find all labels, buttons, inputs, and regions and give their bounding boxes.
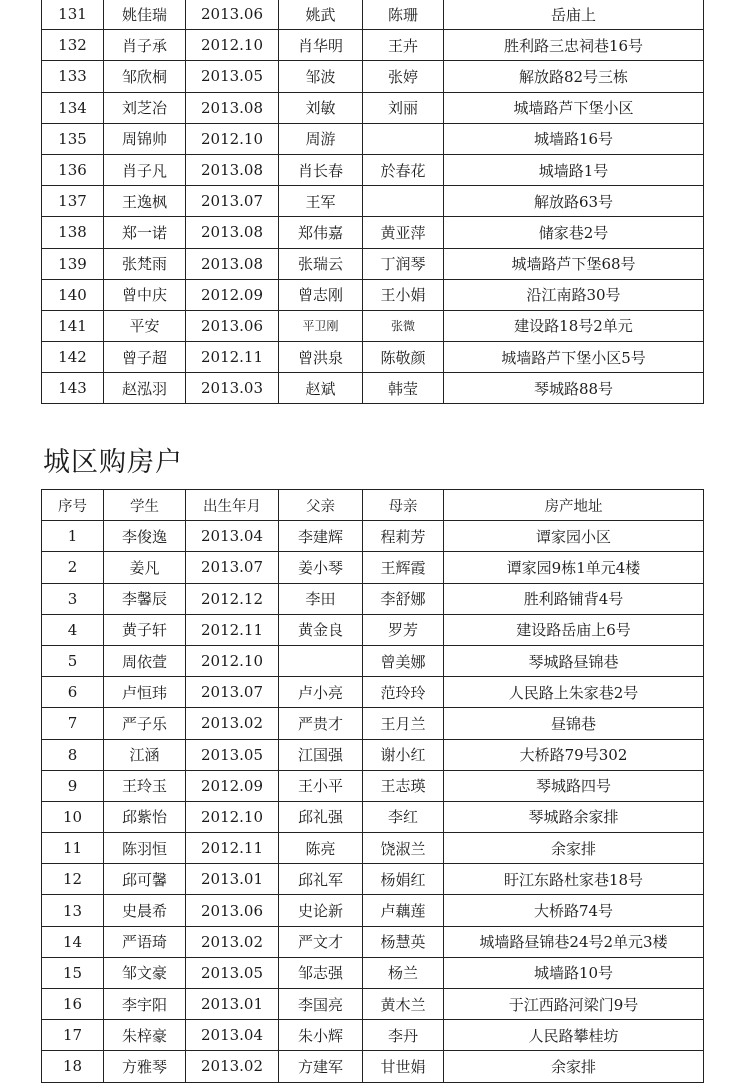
cell-address: 琴城路余家排 <box>444 801 704 832</box>
cell-address: 谭家园9栋1单元4楼 <box>444 552 704 583</box>
cell-birth: 2013.03 <box>186 373 279 404</box>
table-row <box>42 864 704 895</box>
cell-address: 解放路82号三栋 <box>444 61 704 92</box>
table-row <box>42 279 704 310</box>
cell-birth: 2013.04 <box>186 521 279 552</box>
cell-no: 137 <box>42 186 104 217</box>
table-row <box>42 833 704 864</box>
cell-student: 肖子凡 <box>104 154 186 185</box>
cell-address: 人民路上朱家巷2号 <box>444 677 704 708</box>
cell-birth: 2013.08 <box>186 248 279 279</box>
cell-birth: 2013.02 <box>186 708 279 739</box>
cell-father: 赵斌 <box>279 373 363 404</box>
cell-no: 17 <box>42 1020 104 1051</box>
header-student: 学生 <box>104 490 186 521</box>
table-row <box>42 310 704 341</box>
cell-birth: 2013.04 <box>186 1020 279 1051</box>
cell-birth: 2013.07 <box>186 552 279 583</box>
cell-address: 城墙路1号 <box>444 154 704 185</box>
cell-father: 张瑞云 <box>279 248 363 279</box>
student-table-continued <box>41 0 704 404</box>
cell-address: 沿江南路30号 <box>444 279 704 310</box>
cell-father: 肖长春 <box>279 154 363 185</box>
cell-address: 琴城路88号 <box>444 373 704 404</box>
cell-mother: 饶淑兰 <box>363 833 444 864</box>
cell-father: 卢小亮 <box>279 677 363 708</box>
cell-mother: 黄木兰 <box>363 989 444 1020</box>
cell-mother: 杨娟红 <box>363 864 444 895</box>
cell-father: 方建军 <box>279 1051 363 1082</box>
cell-no: 135 <box>42 123 104 154</box>
cell-father: 邱礼强 <box>279 801 363 832</box>
cell-no: 133 <box>42 61 104 92</box>
cell-no: 139 <box>42 248 104 279</box>
cell-birth: 2013.08 <box>186 92 279 123</box>
cell-no: 15 <box>42 957 104 988</box>
cell-mother: 王月兰 <box>363 708 444 739</box>
cell-student: 姚佳瑞 <box>104 0 186 30</box>
cell-birth: 2013.02 <box>186 926 279 957</box>
cell-mother: 杨兰 <box>363 957 444 988</box>
cell-father: 李国亮 <box>279 989 363 1020</box>
cell-address: 解放路63号 <box>444 186 704 217</box>
cell-student: 赵泓羽 <box>104 373 186 404</box>
table-header-row <box>42 490 704 521</box>
cell-no: 6 <box>42 677 104 708</box>
cell-father: 姜小琴 <box>279 552 363 583</box>
table-row <box>42 0 704 30</box>
table-row <box>42 154 704 185</box>
cell-father: 平卫刚 <box>279 310 363 341</box>
cell-address: 大桥路74号 <box>444 895 704 926</box>
table-row <box>42 186 704 217</box>
cell-no: 9 <box>42 770 104 801</box>
cell-birth: 2013.05 <box>186 957 279 988</box>
cell-address: 城墙路芦下堡68号 <box>444 248 704 279</box>
cell-student: 邱可馨 <box>104 864 186 895</box>
cell-student: 史晨希 <box>104 895 186 926</box>
cell-address: 余家排 <box>444 833 704 864</box>
cell-father: 曾洪泉 <box>279 342 363 373</box>
cell-father: 王小平 <box>279 770 363 801</box>
cell-birth: 2012.11 <box>186 614 279 645</box>
cell-student: 李俊逸 <box>104 521 186 552</box>
table-row <box>42 989 704 1020</box>
cell-address: 岳庙上 <box>444 0 704 30</box>
cell-student: 刘芝冶 <box>104 92 186 123</box>
header-birth: 出生年月 <box>186 490 279 521</box>
cell-student: 肖子承 <box>104 30 186 61</box>
cell-no: 18 <box>42 1051 104 1082</box>
table-row <box>42 373 704 404</box>
table-row <box>42 123 704 154</box>
cell-birth: 2012.11 <box>186 342 279 373</box>
cell-student: 严子乐 <box>104 708 186 739</box>
cell-student: 姜凡 <box>104 552 186 583</box>
cell-student: 朱梓豪 <box>104 1020 186 1051</box>
table-row <box>42 61 704 92</box>
header-father: 父亲 <box>279 490 363 521</box>
cell-mother: 张婷 <box>363 61 444 92</box>
cell-birth: 2012.10 <box>186 123 279 154</box>
cell-no: 8 <box>42 739 104 770</box>
cell-father: 李田 <box>279 583 363 614</box>
cell-father: 周游 <box>279 123 363 154</box>
cell-father: 邹波 <box>279 61 363 92</box>
table-row <box>42 677 704 708</box>
cell-mother: 韩莹 <box>363 373 444 404</box>
cell-father: 李建辉 <box>279 521 363 552</box>
cell-father: 刘敏 <box>279 92 363 123</box>
cell-father <box>279 645 363 676</box>
cell-no: 4 <box>42 614 104 645</box>
cell-father: 严文才 <box>279 926 363 957</box>
table-row <box>42 708 704 739</box>
cell-mother: 陈珊 <box>363 0 444 30</box>
cell-no: 13 <box>42 895 104 926</box>
cell-no: 131 <box>42 0 104 30</box>
cell-no: 143 <box>42 373 104 404</box>
cell-no: 132 <box>42 30 104 61</box>
cell-address: 建设路岳庙上6号 <box>444 614 704 645</box>
cell-birth: 2012.10 <box>186 801 279 832</box>
cell-student: 黄子轩 <box>104 614 186 645</box>
header-address: 房产地址 <box>444 490 704 521</box>
cell-student: 曾中庆 <box>104 279 186 310</box>
cell-birth: 2013.06 <box>186 895 279 926</box>
cell-no: 140 <box>42 279 104 310</box>
cell-birth: 2013.08 <box>186 154 279 185</box>
table-row <box>42 1051 704 1082</box>
cell-address: 储家巷2号 <box>444 217 704 248</box>
cell-mother: 李红 <box>363 801 444 832</box>
table-row <box>42 248 704 279</box>
table-row <box>42 552 704 583</box>
cell-no: 136 <box>42 154 104 185</box>
cell-birth: 2013.05 <box>186 61 279 92</box>
cell-mother: 黄亚萍 <box>363 217 444 248</box>
cell-address: 于江西路河梁门9号 <box>444 989 704 1020</box>
cell-father: 邱礼军 <box>279 864 363 895</box>
cell-father: 王军 <box>279 186 363 217</box>
table-row <box>42 957 704 988</box>
cell-address: 城墙路芦下堡小区 <box>444 92 704 123</box>
cell-no: 11 <box>42 833 104 864</box>
cell-no: 10 <box>42 801 104 832</box>
cell-address: 胜利路铺背4号 <box>444 583 704 614</box>
cell-student: 郑一诺 <box>104 217 186 248</box>
cell-father: 邹志强 <box>279 957 363 988</box>
cell-father: 肖华明 <box>279 30 363 61</box>
cell-no: 142 <box>42 342 104 373</box>
table-row <box>42 926 704 957</box>
cell-student: 卢恒玮 <box>104 677 186 708</box>
cell-birth: 2013.02 <box>186 1051 279 1082</box>
table-row <box>42 342 704 373</box>
cell-student: 曾子超 <box>104 342 186 373</box>
cell-mother: 张微 <box>363 310 444 341</box>
cell-student: 王逸枫 <box>104 186 186 217</box>
cell-father: 史论新 <box>279 895 363 926</box>
cell-address: 大桥路79号302 <box>444 739 704 770</box>
cell-father: 黄金良 <box>279 614 363 645</box>
cell-student: 邱紫怡 <box>104 801 186 832</box>
cell-address: 琴城路四号 <box>444 770 704 801</box>
cell-no: 2 <box>42 552 104 583</box>
cell-father: 郑伟嘉 <box>279 217 363 248</box>
cell-student: 平安 <box>104 310 186 341</box>
cell-no: 141 <box>42 310 104 341</box>
cell-address: 城墙路10号 <box>444 957 704 988</box>
cell-birth: 2013.06 <box>186 310 279 341</box>
cell-address: 盱江东路杜家巷18号 <box>444 864 704 895</box>
cell-student: 李馨辰 <box>104 583 186 614</box>
cell-mother: 於春花 <box>363 154 444 185</box>
cell-mother: 刘丽 <box>363 92 444 123</box>
cell-mother: 程莉芳 <box>363 521 444 552</box>
cell-father: 江国强 <box>279 739 363 770</box>
cell-student: 王玲玉 <box>104 770 186 801</box>
cell-mother <box>363 186 444 217</box>
cell-mother: 谢小红 <box>363 739 444 770</box>
cell-mother: 曾美娜 <box>363 645 444 676</box>
table-row <box>42 895 704 926</box>
cell-birth: 2013.07 <box>186 677 279 708</box>
cell-address: 胜利路三忠祠巷16号 <box>444 30 704 61</box>
cell-birth: 2012.10 <box>186 30 279 61</box>
cell-father: 姚武 <box>279 0 363 30</box>
cell-address: 建设路18号2单元 <box>444 310 704 341</box>
cell-mother: 范玲玲 <box>363 677 444 708</box>
cell-father: 陈亮 <box>279 833 363 864</box>
cell-address: 余家排 <box>444 1051 704 1082</box>
cell-mother: 王辉霞 <box>363 552 444 583</box>
cell-father: 曾志刚 <box>279 279 363 310</box>
cell-student: 江涵 <box>104 739 186 770</box>
cell-no: 134 <box>42 92 104 123</box>
cell-birth: 2013.01 <box>186 864 279 895</box>
table-row <box>42 583 704 614</box>
cell-mother: 卢藕莲 <box>363 895 444 926</box>
cell-student: 周锦帅 <box>104 123 186 154</box>
header-mother: 母亲 <box>363 490 444 521</box>
cell-mother: 甘世娟 <box>363 1051 444 1082</box>
cell-mother: 李丹 <box>363 1020 444 1051</box>
cell-address: 城墙路16号 <box>444 123 704 154</box>
cell-student: 陈羽恒 <box>104 833 186 864</box>
cell-birth: 2013.01 <box>186 989 279 1020</box>
cell-student: 邹欣桐 <box>104 61 186 92</box>
header-no: 序号 <box>42 490 104 521</box>
cell-no: 14 <box>42 926 104 957</box>
cell-mother: 李舒娜 <box>363 583 444 614</box>
table-row <box>42 1020 704 1051</box>
cell-birth: 2013.06 <box>186 0 279 30</box>
section-heading: 城区购房户 <box>43 447 183 478</box>
cell-birth: 2012.09 <box>186 770 279 801</box>
cell-address: 人民路攀桂坊 <box>444 1020 704 1051</box>
table-row <box>42 645 704 676</box>
table-row <box>42 770 704 801</box>
cell-birth: 2012.10 <box>186 645 279 676</box>
table-row <box>42 30 704 61</box>
cell-address: 谭家园小区 <box>444 521 704 552</box>
cell-birth: 2013.05 <box>186 739 279 770</box>
cell-address: 昼锦巷 <box>444 708 704 739</box>
cell-address: 城墙路芦下堡小区5号 <box>444 342 704 373</box>
table-row <box>42 614 704 645</box>
cell-mother: 王卉 <box>363 30 444 61</box>
cell-no: 12 <box>42 864 104 895</box>
home-buyer-table <box>41 489 704 1083</box>
cell-mother: 丁润琴 <box>363 248 444 279</box>
cell-no: 3 <box>42 583 104 614</box>
cell-student: 邹文豪 <box>104 957 186 988</box>
cell-student: 周依萱 <box>104 645 186 676</box>
cell-address: 城墙路昼锦巷24号2单元3楼 <box>444 926 704 957</box>
cell-address: 琴城路昼锦巷 <box>444 645 704 676</box>
cell-birth: 2012.09 <box>186 279 279 310</box>
cell-mother: 王小娟 <box>363 279 444 310</box>
table-row <box>42 801 704 832</box>
table-row <box>42 739 704 770</box>
cell-student: 李宇阳 <box>104 989 186 1020</box>
cell-birth: 2013.08 <box>186 217 279 248</box>
cell-mother: 杨慧英 <box>363 926 444 957</box>
cell-father: 朱小辉 <box>279 1020 363 1051</box>
cell-birth: 2012.11 <box>186 833 279 864</box>
table-row <box>42 92 704 123</box>
table-row <box>42 217 704 248</box>
cell-student: 张梵雨 <box>104 248 186 279</box>
cell-no: 5 <box>42 645 104 676</box>
cell-birth: 2013.07 <box>186 186 279 217</box>
cell-mother: 王志瑛 <box>363 770 444 801</box>
cell-no: 138 <box>42 217 104 248</box>
cell-mother <box>363 123 444 154</box>
cell-mother: 陈敬颜 <box>363 342 444 373</box>
cell-birth: 2012.12 <box>186 583 279 614</box>
cell-mother: 罗芳 <box>363 614 444 645</box>
cell-no: 1 <box>42 521 104 552</box>
table-row <box>42 521 704 552</box>
cell-father: 严贵才 <box>279 708 363 739</box>
cell-no: 16 <box>42 989 104 1020</box>
cell-student: 方雅琴 <box>104 1051 186 1082</box>
cell-student: 严语琦 <box>104 926 186 957</box>
cell-no: 7 <box>42 708 104 739</box>
